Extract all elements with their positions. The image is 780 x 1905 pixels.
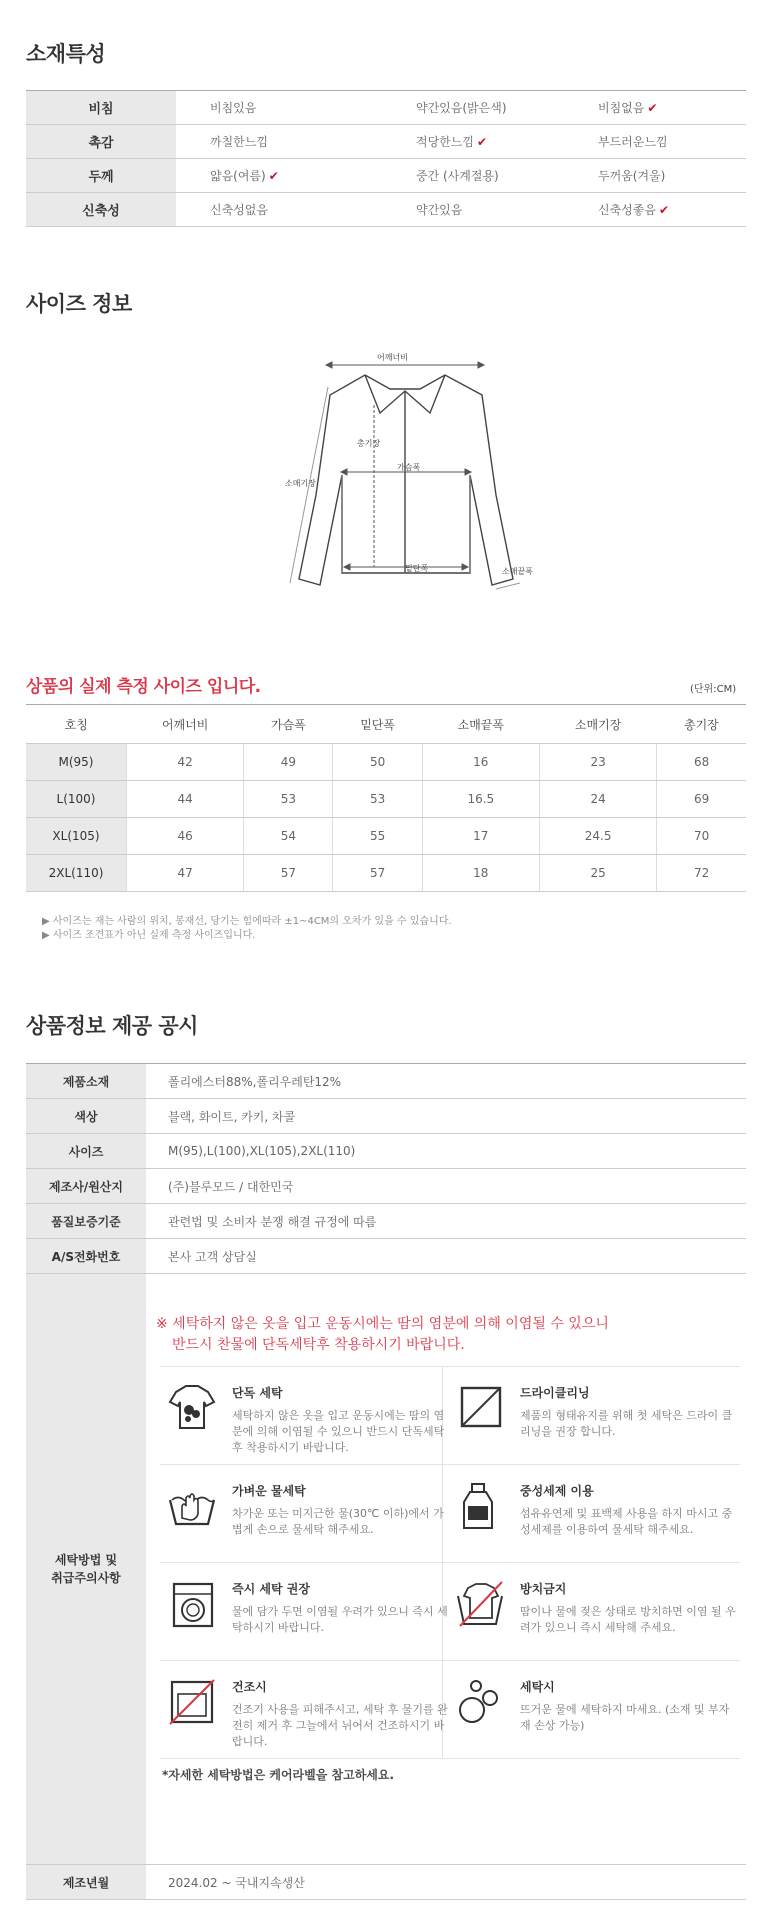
size-cell: 53 (333, 781, 422, 818)
size-cell: 46 (127, 818, 244, 855)
material-option (376, 193, 566, 227)
actual-size-title: 상품의 실제 측정 사이즈 입니다. (26, 677, 261, 697)
size-row (26, 855, 746, 892)
care-item-title: 건조시 (232, 1680, 267, 1694)
size-note: ▶ 사이즈 조견표가 아닌 실제 측정 사이즈입니다. (42, 930, 256, 941)
material-row-label: 신축성 (26, 193, 176, 227)
care-item-title: 방치금지 (520, 1582, 567, 1596)
label-cuff: 소매끝폭 (502, 567, 533, 576)
material-row-label: 두께 (26, 159, 176, 193)
size-row (26, 744, 746, 781)
size-cell: 16.5 (422, 781, 539, 818)
shirt-wash-icon (166, 1382, 218, 1434)
size-header: 총기장 (657, 705, 746, 744)
size-cell: 69 (657, 781, 746, 818)
mfg-label: 제조년월 (26, 1865, 146, 1900)
label-chest: 가슴폭 (397, 463, 421, 472)
care-item-desc: 물에 담가 두면 이염될 우려가 있으니 즉시 세탁하시기 바랍니다. (232, 1605, 448, 1634)
care-item (160, 1562, 450, 1658)
info-value: 블랙, 화이트, 카키, 차콜 (146, 1099, 746, 1134)
size-cell: 25 (539, 855, 656, 892)
care-footer: *자세한 세탁방법은 케어라벨을 참고하세요. (162, 1768, 395, 1782)
product-info-title: 상품정보 제공 공시 (26, 1014, 198, 1038)
material-row (26, 193, 746, 227)
info-value: 관련법 및 소비자 분쟁 해결 규정에 따름 (146, 1204, 746, 1239)
check-icon: ✔ (658, 203, 670, 217)
material-option-text: 까칠한느낌 (210, 135, 268, 149)
material-option-text: 부드러운느낌 (598, 135, 668, 149)
size-cell: 57 (333, 855, 422, 892)
material-option-text: 적당한느낌 (416, 135, 474, 149)
material-option-text: 중간 (사계절용) (416, 169, 499, 183)
size-cell: 24 (539, 781, 656, 818)
no-soak-icon (454, 1578, 506, 1630)
label-sleeve: 소매기장 (285, 479, 316, 488)
size-cell: 68 (657, 744, 746, 781)
material-row-label: 촉감 (26, 125, 176, 159)
info-label: 색상 (26, 1099, 146, 1134)
size-note: ▶ 사이즈는 재는 사람의 위치, 봉재선, 당기는 힘에따라 ±1~4CM의 오차가 있을 수 있습니다. (42, 916, 452, 927)
care-item-desc: 섬유유연제 및 표백제 사용을 하지 마시고 중성세제를 이용하여 물세탁 해주세요. (520, 1507, 733, 1536)
size-cell: 16 (422, 744, 539, 781)
care-item (448, 1464, 738, 1560)
label-hem: 밑단폭 (405, 564, 429, 573)
size-header: 가슴폭 (244, 705, 333, 744)
care-item (160, 1366, 450, 1462)
care-item-desc: 차가운 또는 미지근한 물(30℃ 이하)에서 가볍게 손으로 물세탁 해주세요. (232, 1507, 444, 1536)
care-item-title: 드라이클리닝 (520, 1386, 590, 1400)
hand-wash-icon (166, 1480, 218, 1532)
care-warning-line-1: ※ 세탁하지 않은 옷을 입고 운동시에는 땀의 염분에 의해 이염될 수 있으니 (156, 1316, 609, 1332)
size-cell: 42 (127, 744, 244, 781)
material-option-text: 비침있음 (210, 101, 257, 115)
info-value: 본사 고객 상담실 (146, 1239, 746, 1274)
size-cell: 24.5 (539, 818, 656, 855)
size-cell: 70 (657, 818, 746, 855)
material-option (376, 91, 566, 125)
info-value: (주)블루모드 / 대한민국 (146, 1169, 746, 1204)
check-icon: ✔ (268, 169, 279, 183)
size-table (26, 704, 746, 892)
material-option (176, 159, 376, 193)
care-item-title: 세탁시 (520, 1680, 555, 1694)
bubbles-icon (454, 1676, 506, 1728)
size-cell: 23 (539, 744, 656, 781)
info-value: 폴리에스터88%,폴리우레탄12% (146, 1064, 746, 1099)
care-divider (160, 1758, 740, 1759)
care-item-desc: 제품의 형태유지를 위해 첫 세탁은 드라이 클리닝을 권장 합니다. (520, 1409, 733, 1438)
mfg-value: 2024.02 ~ 국내지속생산 (146, 1865, 746, 1900)
check-icon: ✔ (647, 101, 658, 115)
no-dryer-icon (166, 1676, 218, 1728)
label-shoulder: 어깨너비 (377, 353, 408, 362)
material-option (176, 91, 376, 125)
care-item-title: 단독 세탁 (232, 1386, 283, 1400)
care-item-desc: 건조기 사용을 피해주시고, 세탁 후 물기를 완전히 제거 후 그늘에서 뉘어서 건조하시기 바랍니다. (232, 1703, 448, 1748)
care-item-desc: 뜨거운 물에 세탁하지 마세요. (소재 및 부자재 손상 가능) (520, 1703, 730, 1732)
size-row (26, 781, 746, 818)
info-row (26, 1239, 746, 1274)
material-option-text: 두꺼움(겨울) (598, 169, 666, 183)
size-cell: 57 (244, 855, 333, 892)
care-warning-line-2: 반드시 찬물에 단독세탁후 착용하시기 바랍니다. (172, 1337, 465, 1353)
material-option-text: 신축성없음 (210, 203, 268, 217)
product-info-table (26, 1063, 746, 1900)
material-row (26, 159, 746, 193)
size-header: 소매끝폭 (422, 705, 539, 744)
size-cell: 17 (422, 818, 539, 855)
size-header: 밑단폭 (333, 705, 422, 744)
material-table (26, 90, 746, 227)
info-label: 제조사/원산지 (26, 1169, 146, 1204)
size-cell: 54 (244, 818, 333, 855)
size-header: 어깨너비 (127, 705, 244, 744)
material-option (566, 159, 746, 193)
material-option (566, 193, 746, 227)
size-cell: 50 (333, 744, 422, 781)
check-icon: ✔ (476, 135, 488, 149)
material-row-label: 비침 (26, 91, 176, 125)
info-label: A/S전화번호 (26, 1239, 146, 1274)
material-option (176, 193, 376, 227)
size-cell: 2XL(110) (26, 855, 127, 892)
material-option (566, 125, 746, 159)
size-notes (42, 915, 452, 943)
care-item (160, 1660, 450, 1756)
size-cell: 18 (422, 855, 539, 892)
care-section (146, 1274, 746, 1864)
material-row (26, 125, 746, 159)
care-item-title: 즉시 세탁 권장 (232, 1582, 310, 1596)
care-item (448, 1562, 738, 1658)
care-label: 세탁방법 및 취급주의사항 (26, 1274, 146, 1865)
care-warning (156, 1314, 609, 1356)
material-option-text: 약간있음 (416, 203, 463, 217)
size-header: 소매기장 (539, 705, 656, 744)
material-option-text: 신축성좋음 (598, 203, 656, 217)
material-option-text: 얇음(여름) (210, 169, 266, 183)
care-item-desc: 땀이나 물에 젖은 상태로 방치하면 이염 될 우려가 있으니 즉시 세탁해 주세요. (520, 1605, 736, 1634)
size-cell: 44 (127, 781, 244, 818)
material-option-text: 약간있음(밝은색) (416, 101, 507, 115)
size-cell: M(95) (26, 744, 127, 781)
size-info-title: 사이즈 정보 (26, 292, 132, 316)
info-row (26, 1099, 746, 1134)
care-item (448, 1366, 738, 1462)
washing-machine-icon (166, 1578, 218, 1630)
unit-label: (단위:CM) (690, 684, 737, 695)
size-cell: XL(105) (26, 818, 127, 855)
care-item-desc: 세탁하지 않은 옷을 입고 운동시에는 땀의 염분에 의해 이염될 수 있으니 반드시 단독세탁후 착용하시기 바랍니다. (232, 1409, 445, 1454)
size-cell: 49 (244, 744, 333, 781)
size-cell: 55 (333, 818, 422, 855)
care-item (160, 1464, 450, 1560)
size-cell: L(100) (26, 781, 127, 818)
neutral-detergent-icon (454, 1480, 506, 1532)
info-row (26, 1169, 746, 1204)
info-row (26, 1204, 746, 1239)
material-option-text: 비침없음 (598, 101, 645, 115)
info-row (26, 1134, 746, 1169)
material-option (376, 159, 566, 193)
info-value: M(95),L(100),XL(105),2XL(110) (146, 1134, 746, 1169)
material-option (566, 91, 746, 125)
material-title: 소재특성 (26, 42, 106, 66)
care-item (448, 1660, 738, 1756)
size-cell: 47 (127, 855, 244, 892)
material-row (26, 91, 746, 125)
info-label: 품질보증기준 (26, 1204, 146, 1239)
info-row (26, 1064, 746, 1099)
material-option (376, 125, 566, 159)
info-label: 제품소재 (26, 1064, 146, 1099)
size-cell: 53 (244, 781, 333, 818)
dry-clean-icon (454, 1382, 506, 1434)
size-cell: 72 (657, 855, 746, 892)
info-label: 사이즈 (26, 1134, 146, 1169)
care-item-title: 가벼운 물세탁 (232, 1484, 306, 1498)
label-total: 총기장 (357, 439, 381, 448)
material-option (176, 125, 376, 159)
care-item-title: 중성세제 이용 (520, 1484, 594, 1498)
size-header: 호칭 (26, 705, 127, 744)
size-row (26, 818, 746, 855)
